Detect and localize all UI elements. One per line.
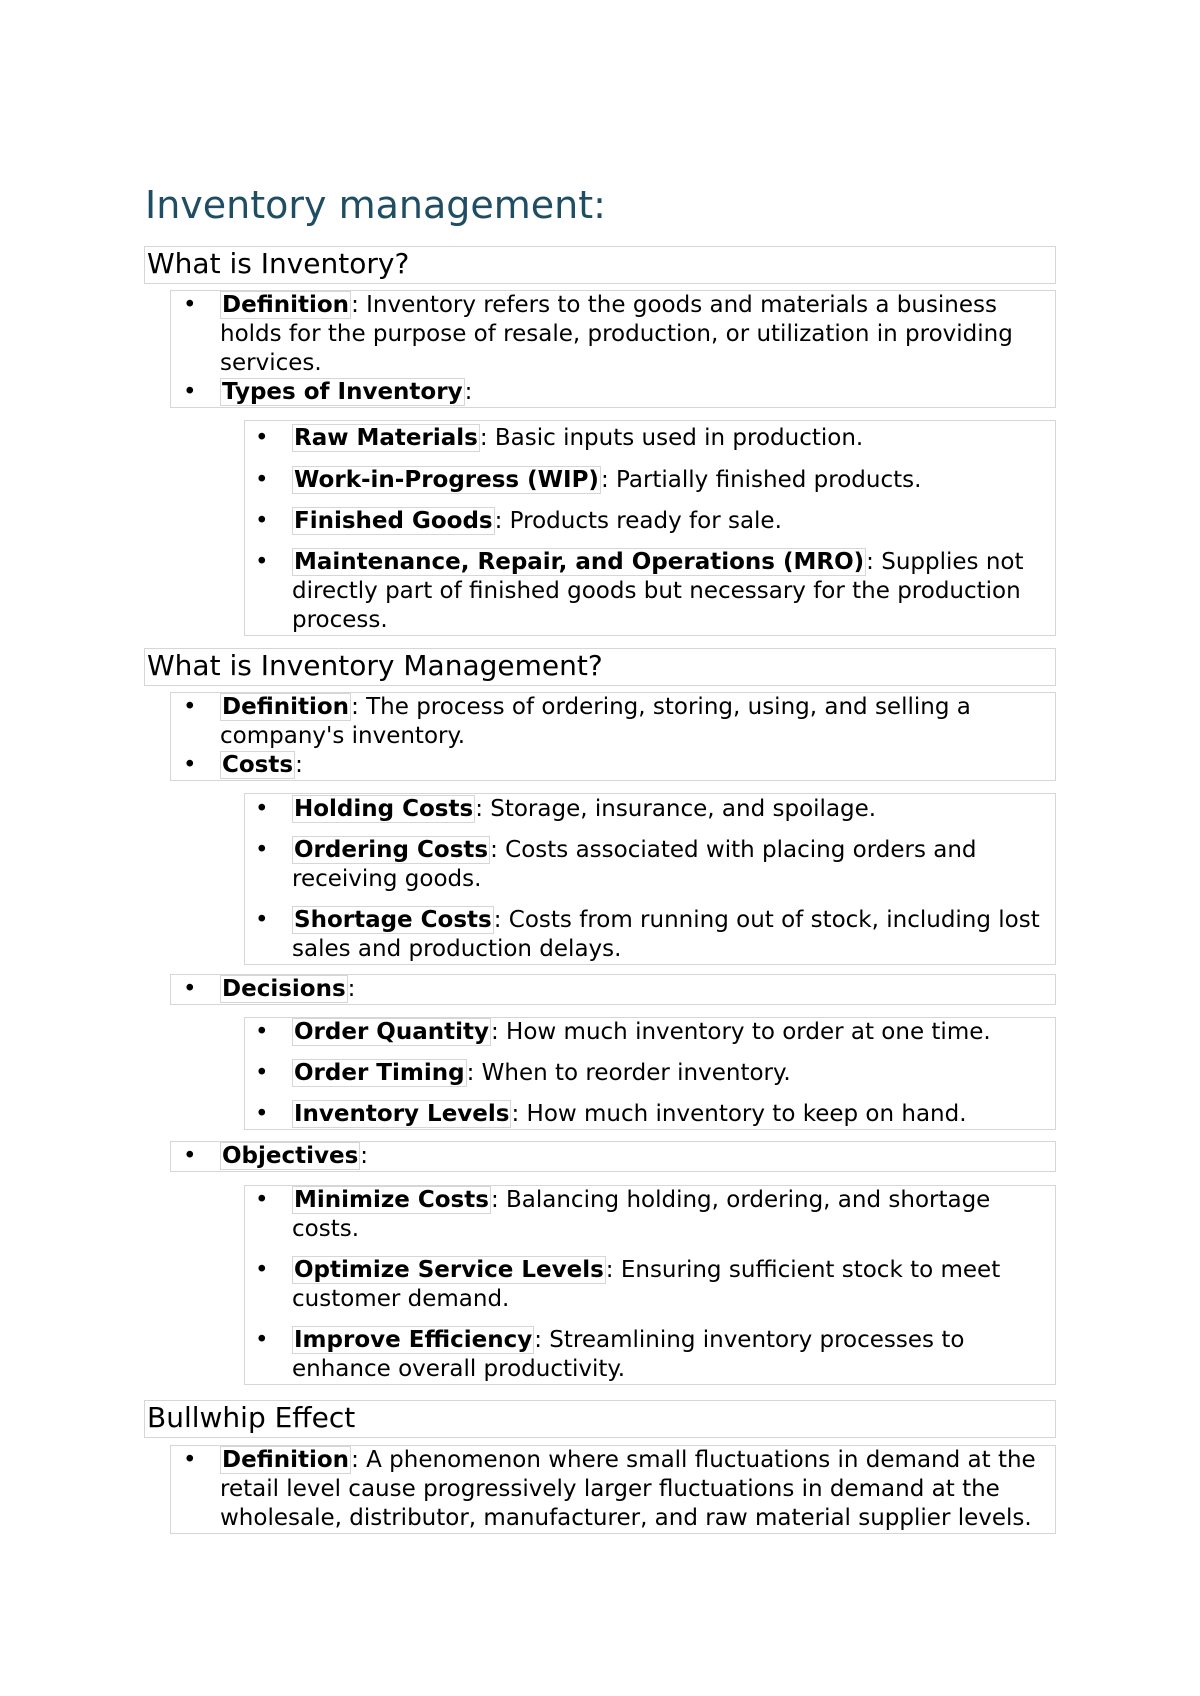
heading-bullwhip-effect: Bullwhip Effect <box>144 1400 1056 1438</box>
list-item-wip <box>245 466 1055 495</box>
term-text: : How much inventory to keep on hand. <box>511 1101 967 1127</box>
bullet-icon: • <box>255 1060 269 1086</box>
term-label: Finished Goods <box>294 508 493 534</box>
list-item-definition <box>171 1446 1055 1533</box>
list-item-objectives <box>171 1142 1055 1171</box>
list-item-types-of-inventory <box>171 378 1055 407</box>
term-label: Shortage Costs <box>294 907 492 933</box>
inventory-types-list <box>244 420 1056 636</box>
term-text: : <box>360 1143 369 1169</box>
list-item-costs <box>171 751 1055 780</box>
term-text: : The process of ordering, storing, using, and selling a company's inventory. <box>220 694 971 749</box>
list-item-mro <box>245 548 1055 635</box>
bullet-icon: • <box>255 837 269 863</box>
term-label: Types of Inventory <box>222 379 463 405</box>
bullet-icon: • <box>255 467 269 493</box>
list-item-decisions <box>171 975 1055 1004</box>
bullwhip-definition-list <box>170 1445 1056 1534</box>
bullet-icon: • <box>183 1143 197 1169</box>
list-item-optimize-service-levels <box>245 1256 1055 1314</box>
list-item-raw-materials <box>245 424 1055 453</box>
list-item-definition <box>171 291 1055 378</box>
term-label: Ordering Costs <box>294 837 489 863</box>
bullet-icon: • <box>255 508 269 534</box>
term-text: : How much inventory to order at one time. <box>491 1019 991 1045</box>
term-label: Minimize Costs <box>294 1187 489 1213</box>
term-label: Order Quantity <box>294 1019 489 1045</box>
decisions-list <box>170 974 1056 1005</box>
term-text: : Products ready for sale. <box>494 508 782 534</box>
list-item-shortage-costs <box>245 906 1055 964</box>
term-text: : <box>347 976 356 1002</box>
term-label: Work-in-Progress (WIP) <box>294 467 599 493</box>
term-label: Improve Efficiency <box>294 1327 533 1353</box>
term-text: : Inventory refers to the goods and materials a business holds for the purpose of resale, production, or utilization in providing services. <box>220 292 1013 376</box>
term-text: : A phenomenon where small fluctuations in demand at the retail level cause progressively larger fluctuations in demand at the wholesale, distributor, manufacturer, and raw material supplier levels. <box>220 1447 1036 1531</box>
term-label: Maintenance, Repair, and Operations (MRO) <box>294 549 865 575</box>
term-label: Order Timing <box>294 1060 465 1086</box>
list-item-inventory-levels <box>245 1100 1055 1129</box>
bullet-icon: • <box>183 1447 197 1473</box>
term-text: : Streamlining inventory processes to enhance overall productivity. <box>292 1327 965 1382</box>
list-item-minimize-costs <box>245 1186 1055 1244</box>
bullet-icon: • <box>255 425 269 451</box>
bullet-icon: • <box>255 549 269 575</box>
term-text: : <box>464 379 473 405</box>
decisions-sublist <box>244 1017 1056 1130</box>
term-text: : Balancing holding, ordering, and shortage costs. <box>292 1187 991 1242</box>
objectives-sublist <box>244 1185 1056 1385</box>
term-label: Costs <box>222 752 294 778</box>
costs-list <box>244 793 1056 965</box>
term-label: Definition <box>222 292 350 318</box>
list-item-order-timing <box>245 1059 1055 1088</box>
bullet-icon: • <box>183 694 197 720</box>
term-text: : Costs from running out of stock, including lost sales and production delays. <box>292 907 1040 962</box>
term-text: : Supplies not directly part of finished goods but necessary for the production process. <box>292 549 1024 633</box>
term-label: Decisions <box>222 976 346 1002</box>
term-label: Raw Materials <box>294 425 478 451</box>
list-item-definition <box>171 693 1055 751</box>
term-text: : Costs associated with placing orders and receiving goods. <box>292 837 977 892</box>
list-item-holding-costs <box>245 795 1055 824</box>
list-item-order-quantity <box>245 1018 1055 1047</box>
bullet-icon: • <box>183 752 197 778</box>
objectives-list <box>170 1141 1056 1172</box>
bullet-icon: • <box>183 976 197 1002</box>
list-item-ordering-costs <box>245 836 1055 894</box>
term-text: : Ensuring sufficient stock to meet customer demand. <box>292 1257 1001 1312</box>
term-text: : Storage, insurance, and spoilage. <box>475 796 877 822</box>
term-label: Definition <box>222 1447 350 1473</box>
term-text: : <box>295 752 303 778</box>
list-item-finished-goods <box>245 507 1055 536</box>
bullet-icon: • <box>255 1101 269 1127</box>
term-text: : Basic inputs used in production. <box>479 425 864 451</box>
document-title: Inventory management: <box>145 183 606 227</box>
inventory-definition-list <box>170 290 1056 408</box>
bullet-icon: • <box>255 1187 269 1213</box>
bullet-icon: • <box>183 379 197 405</box>
management-definition-list <box>170 692 1056 781</box>
term-label: Definition <box>222 694 350 720</box>
bullet-icon: • <box>183 292 197 318</box>
bullet-icon: • <box>255 907 269 933</box>
term-label: Inventory Levels <box>294 1101 510 1127</box>
bullet-icon: • <box>255 1257 269 1283</box>
list-item-improve-efficiency <box>245 1326 1055 1384</box>
bullet-icon: • <box>255 1019 269 1045</box>
term-text: : Partially finished products. <box>600 467 922 493</box>
bullet-icon: • <box>255 796 269 822</box>
term-text: : When to reorder inventory. <box>466 1060 791 1086</box>
term-label: Optimize Service Levels <box>294 1257 604 1283</box>
heading-what-is-inventory-management: What is Inventory Management? <box>144 648 1056 686</box>
term-label: Holding Costs <box>294 796 474 822</box>
term-label: Objectives <box>222 1143 359 1169</box>
bullet-icon: • <box>255 1327 269 1353</box>
heading-what-is-inventory: What is Inventory? <box>144 246 1056 284</box>
